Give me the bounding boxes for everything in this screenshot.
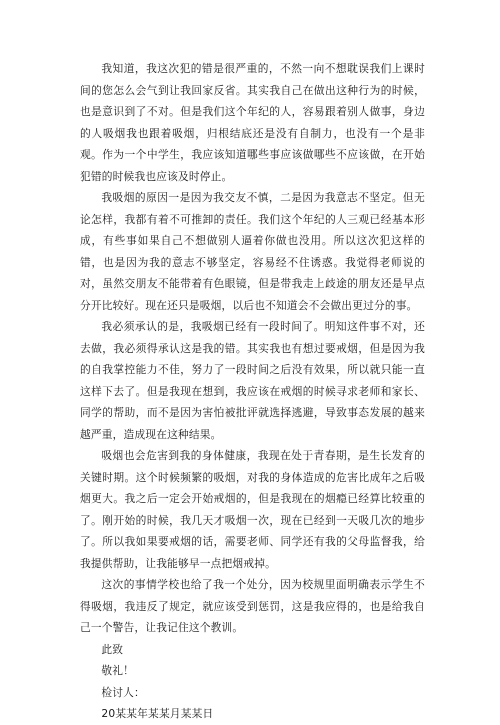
paragraph-1: 我知道，我这次犯的错是很严重的，不然一向不想耽误我们上课时间的您怎么会气到让我回家反省。其实我自己在做出这种行为的时候，也是意识到了不对。但是我们这个年纪的人，容易跟着别人做事，身边的人吸烟我也跟着吸烟，归根结底还是没有自制力，也没有一个是非观。作为一个中学生，我应该知道哪些事应该做哪些不应该做，在开始犯错的时候我也应该及时停止。 bbox=[80, 62, 425, 183]
closing-salutation: 此致 bbox=[101, 642, 124, 656]
closing-regards: 敬礼！ bbox=[101, 664, 135, 677]
paragraph-2: 我吸烟的原因一是因为我交友不慎，二是因为我意志不坚定。但无论怎样，我都有着不可推卸的责任。我们这个年纪的人三观已经基本形成，有些事如果自己不想做别人逼着你做也没用。所以这次犯这样的错，也是因为我的意志不够坚定，容易经不住诱惑。我觉得老师说的对，虽然交朋友不能带着有色眼镜，但是带我走上歧途的朋友还是早点分开比较好。现在还只是吸烟，以后也不知道会不会做出更过分的事。 bbox=[80, 191, 425, 312]
signature-line: 检讨人： bbox=[101, 685, 145, 699]
letter-page bbox=[80, 58, 425, 725]
paragraph-5: 这次的事情学校也给了我一个处分，因为校规里面明确表示学生不得吸烟，我违反了规定，就应该受到惩罚，这是我应得的，也是给我自己一个警告，让我记住这个教训。 bbox=[80, 578, 425, 634]
paragraph-4: 吸烟也会危害到我的身体健康，我现在处于青春期，是生长发育的关键时期。这个时候频繁的吸烟，对我的身体造成的危害比成年之后吸烟更大。我之后一定会开始戒烟的，但是我现在的烟瘾已经算比较重的了。刚开始的时候，我几天才吸烟一次，现在已经到一天吸几次的地步了。所以我如果要戒烟的话，需要老师、同学还有我的父母监督我，给我提供帮助，让我能够早一点把烟戒掉。 bbox=[80, 449, 425, 570]
paragraph-3: 我必须承认的是，我吸烟已经有一段时间了。明知这件事不对，还去做，我必须得承认这是我的错。其实我也有想过要戒烟，但是因为我的自我掌控能力不佳，努力了一段时间之后没有效果，所以就只能一直这样下去了。但是我现在想到，我应该在戒烟的时候寻求老师和家长、同学的帮助，而不是因为害怕被批评就选择逃避，导致事态发展的越来越严重，造成现在这种结果。 bbox=[80, 320, 425, 441]
date-line: 20某某年某某月某某日 bbox=[101, 707, 214, 720]
